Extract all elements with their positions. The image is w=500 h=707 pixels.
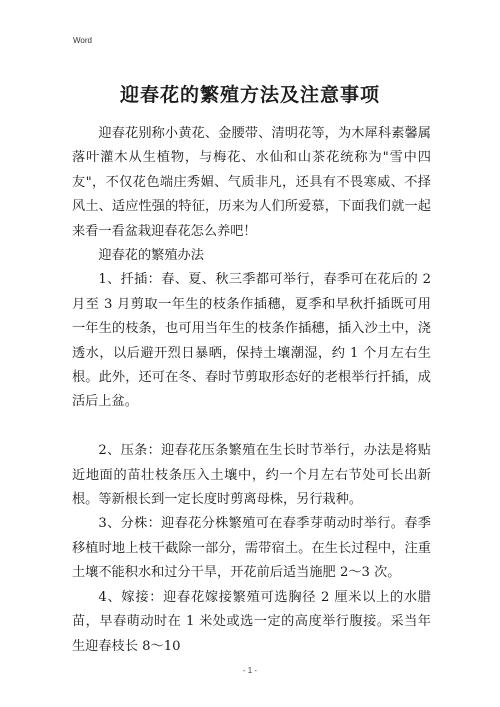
- intro-paragraph: 迎春花别称小黄花、金腰带、清明花等，为木犀科素馨属落叶灌木从生植物，与梅花、水仙和山茶花统称为"雪中四友"，不仅花色端庄秀媚、气质非凡，还具有不畏寒威、不择风土、适应性强的特征，历来为人们所爱慕，下面我们就一起来看一看盆栽迎春花怎么养吧！: [72, 126, 431, 239]
- method-division-paragraph: 3、分株：迎春花分株繁殖可在春季芽萌动时举行。春季移植时地上枝干截除一部分，需带宿土。在生长过程中，注重土壤不能积水和过分干旱，开花前后适当施肥 2～3 次。: [72, 516, 431, 581]
- section-heading-propagation: 迎春花的繁殖办法: [98, 248, 204, 264]
- method-cutting-paragraph: 1、扦插：春、夏、秋三季都可举行，春季可在花后的 2 月至 3 月剪取一年生的枝条作插穗，夏季和早秋扦插既可用一年生的枝条，也可用当年生的枝条作插穗，插入沙土中，浇透水，以后避开烈日暴晒，保持土壤潮湿，约 1 个月左右生根。此外，还可在冬、春时节剪取形态好的老根举行扦插，成活后上盆。: [72, 272, 431, 410]
- method-layering-paragraph: 2、压条：迎春花压条繁殖在生长时节举行，办法是将贴近地面的苗壮枝条压入土壤中，约一个月左右节处可长出新根。等新根长到一定长度时剪离母株，另行栽种。: [72, 443, 431, 508]
- document-title: 迎春花的繁殖方法及注意事项: [119, 84, 380, 106]
- document-body: [72, 122, 431, 659]
- header-app-label: Word: [73, 36, 92, 45]
- page-number: - 1 -: [242, 666, 258, 675]
- method-grafting-paragraph: 4、嫁接：迎春花嫁接繁殖可选胸径 2 厘米以上的水腊苗，早春萌动时在 1 米处或选一定的高度举行腹接。采当年生迎春枝长 8～10: [72, 589, 431, 654]
